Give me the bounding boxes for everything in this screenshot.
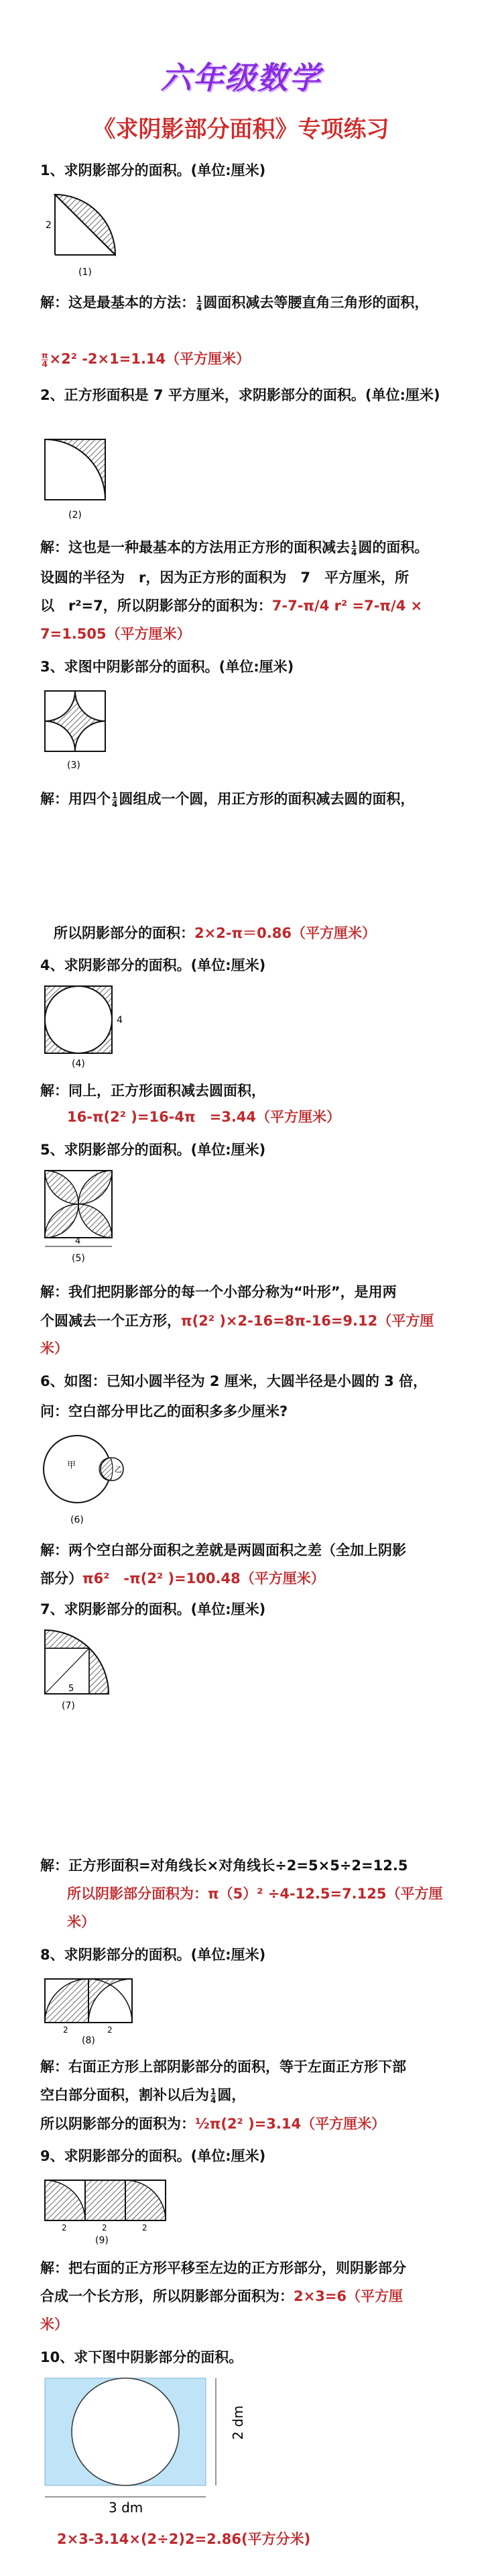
problem-4-question: 4、求阴影部分的面积。(单位:厘米) <box>40 957 266 973</box>
problem-3-solution-c: 所以阴影部分的面积：2×2-π＝0.86（平方厘米） <box>54 925 376 941</box>
problem-4-dim: 4 <box>117 1015 123 1026</box>
problem-9-solution-b: 合成一个长方形，所以阴影部分面积为：2×3=6（平方厘 <box>40 2288 404 2304</box>
problem-6-fig-label: (6) <box>70 1515 84 1525</box>
problem-6-solution-a: 解：两个空白部分面积之差就是两圆面积之差（全加上阴影 <box>40 1542 406 1558</box>
problem-2-formula2: 7=1.505（平方厘米） <box>40 626 191 642</box>
problem-9-dim-1: 2 <box>62 2223 67 2233</box>
problem-5-solution-b: 个圆减去一个正方形，π(2² )×2-16=8π-16=9.12（平方厘 <box>40 1313 434 1329</box>
problem-9-dim-3: 2 <box>142 2223 147 2233</box>
problem-8-solution-d: 所以阴影部分的面积为：½π(2² )=3.14（平方厘米） <box>40 2116 386 2132</box>
problem-2-question: 2、正方形面积是 7 平方厘米，求阴影部分的面积。(单位:厘米) <box>40 387 440 403</box>
problem-6-yi: 乙 <box>115 1465 122 1474</box>
problem-10-formula: 2×3-3.14×(2÷2)2=2.86(平方分米) <box>57 2531 311 2547</box>
problem-9-formula2: 米） <box>40 2316 68 2332</box>
banner-title: 六年级数学 <box>160 60 322 96</box>
problem-1-figure <box>42 188 122 282</box>
problem-5-solution-a: 解：我们把阴影部分的每一个小部分称为“叶形”，是用两 <box>40 1284 397 1300</box>
problem-4-solution: 解：同上，正方形面积减去圆面积， <box>40 1083 265 1099</box>
problem-5-fig-label: (5) <box>72 1253 85 1264</box>
problem-5-formula2: 米） <box>40 1340 68 1356</box>
problem-8-solution-b: 空白部分面积，割补以后为 $\frac{1}{4}$ 圆， <box>40 2086 246 2105</box>
problem-7-dim: 5 <box>68 1684 74 1694</box>
problem-4-fig-label: (4) <box>72 1059 85 1069</box>
problem-10-width: 3 dm <box>109 2500 143 2516</box>
problem-8-dim-left: 2 <box>63 2025 68 2035</box>
problem-6-solution-b: 部分）π6² -π(2² )=100.48（平方厘米） <box>40 1570 325 1587</box>
problem-10-question: 10、求下图中阴影部分的面积。 <box>40 2349 243 2365</box>
problem-2-solution-a: 解：这也是一种最基本的方法用正方形的面积减去 $\frac{1}{4}$ 圆的面积。 <box>40 539 429 557</box>
problem-10-height: 2 dm <box>230 2405 246 2440</box>
problem-1-fig-label: (1) <box>78 267 92 278</box>
problem-6-question-2: 问：空白部分甲比乙的面积多多少厘米? <box>40 1403 288 1419</box>
problem-8-dim-right: 2 <box>107 2025 113 2035</box>
problem-7-question: 7、求阴影部分的面积。(单位:厘米) <box>40 1601 266 1617</box>
problem-1-formula: $\frac{\pi}{4}$ ×2² -2×1=1.14（平方厘米） <box>42 350 251 369</box>
problem-5-dim: 4 <box>75 1236 81 1246</box>
problem-5-question: 5、求阴影部分的面积。(单位:厘米) <box>40 1142 266 1158</box>
problem-8-solution-a: 解：右面正方形上部阴影部分的面积，等于左面正方形下部 <box>40 2059 406 2075</box>
problem-2-fig-label: (2) <box>68 510 82 521</box>
problem-4-formula: 16-π(2² )=16-4π =3.44（平方厘米） <box>67 1109 341 1125</box>
problem-3-solution-a: 解：用四个 $\frac{1}{4}$ 圆组成一个圆，用正方形的面积减去圆的面积， <box>40 790 415 809</box>
problem-9-question: 9、求阴影部分的面积。(单位:厘米) <box>40 2148 266 2164</box>
problem-2-solution-c: 设圆的半径为 r，因为正方形的面积为 7 平方厘米，所 <box>40 570 409 586</box>
problem-4-figure <box>42 983 129 1070</box>
problem-7-figure <box>42 1627 122 1714</box>
problem-3-fig-label: (3) <box>67 760 80 771</box>
problem-1-solution: 解：这是最基本的方法： $\frac{1}{4}$ 圆面积减去等腰直角三角形的面积， <box>40 294 429 313</box>
problem-9-dim-2: 2 <box>102 2223 107 2233</box>
problem-9-solution-a: 解：把右面的正方形平移至左边的正方形部分，则阴影部分 <box>40 2260 406 2276</box>
problem-7-formula2: 米） <box>67 1914 95 1930</box>
problem-6-question: 6、如图：已知小圆半径为 2 厘米，大圆半径是小圆的 3 倍， <box>40 1373 428 1389</box>
problem-8-question: 8、求阴影部分的面积。(单位:厘米) <box>40 1947 266 1963</box>
problem-2-figure <box>42 436 115 523</box>
problem-1-question: 1、求阴影部分的面积。(单位:厘米) <box>40 162 266 178</box>
problem-6-jia: 甲 <box>67 1460 76 1470</box>
problem-10-figure <box>42 2375 246 2519</box>
problem-8-fig-label: (8) <box>82 2035 95 2046</box>
problem-1-dim: 2 <box>46 220 52 231</box>
problem-7-solution-a: 解：正方形面积=对角线长×对角线长÷2=5×5÷2=12.5 <box>40 1858 408 1874</box>
problem-9-figure <box>42 2174 169 2247</box>
problem-8-figure <box>42 1972 142 2046</box>
problem-3-question: 3、求图中阴影部分的面积。(单位:厘米) <box>40 659 294 675</box>
problem-2-solution-d: 以 r²=7，所以阴影部分的面积为：7-7-π/4 r² =7-π/4 × <box>40 598 423 614</box>
problem-5-figure <box>42 1167 122 1268</box>
problem-7-formula: 所以阴影部分面积为：π（5）² ÷4-12.5=7.125（平方厘 <box>67 1886 443 1902</box>
problem-9-fig-label: (9) <box>95 2235 109 2246</box>
problem-7-fig-label: (7) <box>62 1701 75 1711</box>
problem-3-figure <box>42 688 115 775</box>
problem-6-figure <box>37 1429 137 1529</box>
page-title: 《求阴影部分面积》专项练习 <box>92 116 389 143</box>
